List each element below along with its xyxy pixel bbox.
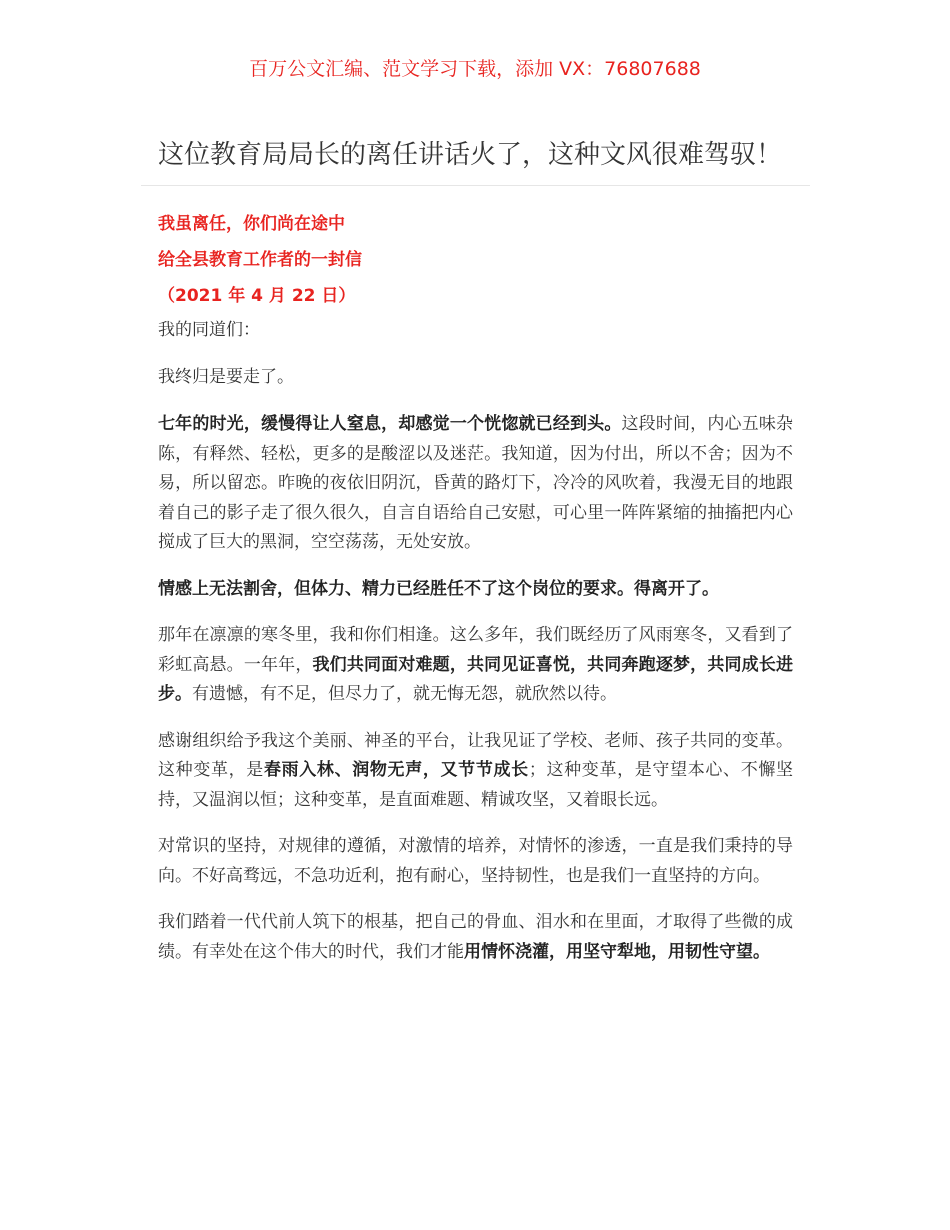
paragraph-text: 对常识的坚持，对规律的遵循，对激情的培养，对情怀的渗透，一直是我们秉持的导向。不好高骛远，不急功近利，抱有耐心，坚持韧性，也是我们一直坚持的方向。 — [158, 836, 793, 886]
paragraph-text: 感谢组织给予我这个美丽、神圣的平台，让我见证了学校、老师、孩子共同的变革。这种变革，是 — [158, 730, 793, 780]
paragraph-text: 我们踏着一代代前人筑下的根基，把自己的骨血、泪水和在里面，才取得了些微的成绩。有幸处在这个伟大的时代，我们才能 — [158, 912, 793, 962]
paragraph — [158, 832, 793, 891]
heading-line-2: 给全县教育工作者的一封信 — [158, 250, 362, 270]
heading-date: （2021 年 4 月 22 日） — [158, 286, 356, 306]
letter-heading — [158, 206, 798, 314]
article-title: 这位教育局局长的离任讲话火了，这种文风很难驾驭！ — [158, 140, 783, 170]
paragraph — [158, 727, 793, 816]
paragraph-bold-text: 春雨入林、润物无声，又节节成长 — [263, 760, 529, 780]
paragraph-text: 我终归是要走了。 — [158, 366, 294, 387]
paragraph — [158, 908, 793, 967]
paragraph-bold-text: 情感上无法割舍，但体力、精力已经胜任不了这个岗位的要求。得离开了。 — [158, 578, 719, 599]
paragraph — [158, 410, 793, 558]
paragraph-text: 那年在凛凛的寒冬里，我和你们相逢。这么多年，我们既经历了风雨寒冬，又看到了彩虹高悬。一年年， — [158, 625, 793, 675]
paragraph-bold-text: 用情怀浇灌，用坚守犁地，用韧性守望。 — [464, 941, 770, 962]
paragraph — [158, 575, 793, 605]
paragraph-bold-text: 七年的时光，缓慢得让人窒息，却感觉一个恍惚就已经到头。 — [158, 414, 622, 434]
paragraph-text: 这段时间，内心五味杂陈，有释然、轻松，更多的是酸涩以及迷茫。我知道，因为付出，所以不舍；因为不易，所以留恋。昨晚的夜依旧阴沉，昏黄的路灯下，冷冷的风吹着，我漫无目的地跟着自己的影子走了很久很久，自言自语给自己安慰，可心里一阵阵紧缩的抽搐把内心搅成了巨大的黑洞，空空荡荡，无处安放。 — [158, 414, 793, 552]
paragraph-text: 我的同道们： — [158, 320, 260, 340]
paragraph-bold-text: 我们共同面对难题，共同见证喜悦，共同奔跑逐梦，共同成长进步。 — [158, 654, 793, 704]
paragraph-text: 有遗憾，有不足，但尽力了，就无悔无怨，就欣然以待。 — [192, 684, 617, 704]
paragraph — [158, 363, 793, 393]
article-body — [158, 316, 793, 984]
heading-line-1: 我虽离任，你们尚在途中 — [158, 214, 345, 234]
paragraph-text: ；这种变革，是守望本心、不懈坚持，又温润以恒；这种变革，是直面难题、精诚攻坚，又着眼长远。 — [158, 760, 794, 810]
watermark-banner: 百万公文汇编、范文学习下载，添加 VX：76807688 — [249, 58, 701, 80]
paragraph — [158, 621, 793, 710]
paragraph — [158, 316, 793, 346]
title-divider — [141, 185, 810, 186]
